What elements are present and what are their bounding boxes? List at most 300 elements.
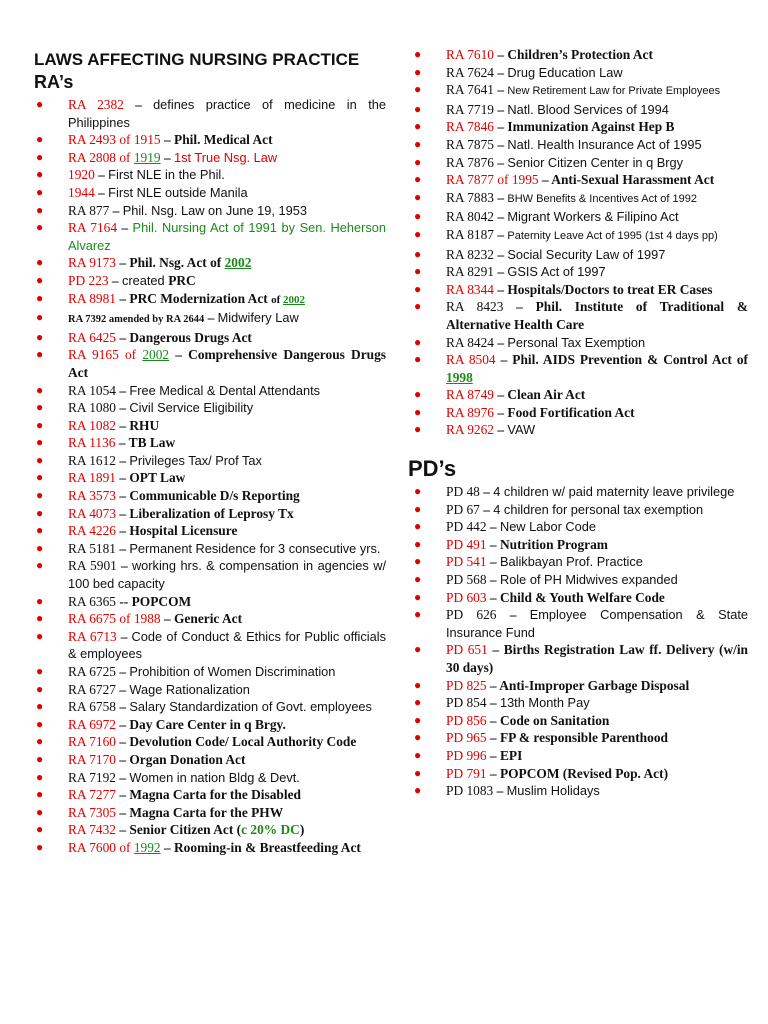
law-year: 2002 bbox=[283, 293, 306, 306]
law-description: Phil. Medical Act bbox=[174, 132, 273, 148]
law-item bbox=[34, 733, 386, 751]
bullet-icon: ● bbox=[36, 611, 44, 626]
law-code: PD 1083 bbox=[446, 783, 494, 799]
separator: – bbox=[116, 255, 130, 271]
bullet-icon: ● bbox=[36, 310, 44, 325]
law-description: FP & responsible Parenthood bbox=[499, 730, 668, 746]
law-item bbox=[412, 589, 748, 607]
law-code: RA 7610 bbox=[446, 47, 494, 62]
law-item bbox=[412, 536, 748, 554]
law-code: RA 2493 of 1915 bbox=[68, 132, 161, 148]
law-description: New Retirement Law for Private Employees bbox=[507, 85, 721, 98]
bullet-icon: ● bbox=[36, 272, 44, 287]
law-item bbox=[412, 64, 748, 82]
separator: – bbox=[204, 310, 218, 326]
separator: – bbox=[486, 730, 500, 746]
law-item bbox=[34, 786, 386, 804]
bullet-icon: ● bbox=[36, 184, 44, 199]
law-description: VAW bbox=[507, 422, 536, 438]
law-description: Comprehensive Dangerous Drugs Act bbox=[68, 347, 386, 380]
law-code: RA 7600 of bbox=[68, 839, 134, 855]
pd-list bbox=[412, 483, 748, 800]
law-code: PD 996 bbox=[446, 747, 487, 763]
law-item bbox=[412, 136, 748, 154]
law-description: Employee Compensation & State Insurance Fund bbox=[446, 607, 748, 640]
separator: – bbox=[116, 787, 130, 803]
law-description: Phil. Institute of Traditional & Alternative Health Care bbox=[446, 299, 748, 332]
separator: – bbox=[486, 571, 500, 587]
separator: – bbox=[493, 783, 507, 799]
separator: – bbox=[494, 387, 508, 403]
law-description: Phil. Nsg. Act of bbox=[129, 255, 225, 271]
law-code: PD 965 bbox=[446, 730, 487, 746]
bullet-icon: ● bbox=[414, 189, 422, 204]
ra-list bbox=[34, 96, 386, 857]
law-description: Nutrition Program bbox=[499, 536, 608, 552]
separator: – bbox=[494, 422, 508, 438]
law-code: 1944 bbox=[68, 184, 95, 200]
bullet-icon: ● bbox=[414, 404, 422, 419]
law-description: Organ Donation Act bbox=[129, 751, 246, 767]
law-code: RA 8232 bbox=[446, 246, 494, 262]
separator: – bbox=[169, 347, 189, 363]
law-description: Balikbayan Prof. Practice bbox=[499, 554, 643, 570]
law-item bbox=[34, 290, 386, 310]
law-description: Magna Carta for the Disabled bbox=[129, 787, 301, 803]
law-code: RA 8423 bbox=[446, 299, 504, 315]
law-item bbox=[412, 483, 748, 501]
separator: – bbox=[116, 540, 130, 556]
separator: – bbox=[116, 417, 130, 433]
law-description: defines practice of medicine in the Philippines bbox=[68, 97, 386, 130]
separator: – bbox=[116, 751, 130, 767]
law-description: BHW Benefits & Incentives Act of 1992 bbox=[507, 192, 697, 205]
law-code: RA 7876 bbox=[446, 154, 494, 170]
law-code: RA 6365 bbox=[68, 593, 116, 609]
law-item bbox=[34, 469, 386, 487]
law-code: RA 5181 bbox=[68, 540, 116, 556]
law-item bbox=[412, 171, 748, 189]
law-description: POPCOM bbox=[131, 593, 192, 609]
document-title: LAWS AFFECTING NURSING PRACTICE bbox=[34, 50, 360, 69]
bullet-icon: ● bbox=[414, 172, 422, 187]
law-item bbox=[34, 382, 386, 400]
law-description: GSIS Act of 1997 bbox=[507, 264, 606, 280]
separator: – bbox=[117, 220, 133, 236]
law-item bbox=[412, 263, 748, 281]
bullet-icon: ● bbox=[414, 536, 422, 551]
separator: – bbox=[486, 712, 500, 728]
law-description: POPCOM (Revised Pop. Act) bbox=[499, 765, 669, 781]
separator: – bbox=[494, 264, 508, 280]
bullet-icon: ● bbox=[414, 299, 422, 314]
law-item bbox=[412, 404, 748, 422]
bullet-icon: ● bbox=[414, 783, 422, 798]
law-description: EPI bbox=[499, 747, 523, 763]
law-item bbox=[412, 606, 748, 641]
law-description: 1st True Nsg. Law bbox=[174, 149, 278, 165]
law-code: RA 6727 bbox=[68, 681, 116, 697]
bullet-icon: ● bbox=[36, 822, 44, 837]
law-code: RA 6713 bbox=[68, 628, 117, 644]
bullet-icon: ● bbox=[414, 501, 422, 516]
law-code: 1920 bbox=[68, 167, 95, 183]
law-item bbox=[34, 131, 386, 149]
separator: – bbox=[116, 681, 130, 697]
law-description-extra: c 20% DC bbox=[241, 822, 300, 838]
law-description: First NLE outside Manila bbox=[108, 184, 248, 200]
bullet-icon: ● bbox=[36, 470, 44, 485]
separator: – bbox=[116, 769, 130, 785]
ra-list-continued bbox=[412, 46, 748, 439]
law-description: Hospitals/Doctors to treat ER Cases bbox=[507, 281, 713, 297]
separator: – bbox=[116, 382, 130, 398]
law-code: PD 856 bbox=[446, 712, 487, 728]
law-code: PD 568 bbox=[446, 571, 487, 587]
law-item bbox=[34, 839, 386, 857]
bullet-icon: ● bbox=[36, 505, 44, 520]
law-item bbox=[412, 782, 748, 800]
law-description: Generic Act bbox=[174, 611, 243, 627]
law-code: RA 8042 bbox=[446, 209, 494, 225]
bullet-icon: ● bbox=[414, 101, 422, 116]
separator: – bbox=[494, 334, 508, 350]
law-item bbox=[412, 729, 748, 747]
law-description: Anti-Improper Garbage Disposal bbox=[499, 677, 690, 693]
law-item bbox=[412, 281, 748, 299]
law-code: RA 8504 bbox=[446, 352, 496, 368]
law-code: RA 3573 bbox=[68, 488, 116, 504]
bullet-icon: ● bbox=[414, 422, 422, 437]
separator: – bbox=[494, 404, 508, 420]
law-description: Phil. Nursing Act of 1991 bbox=[132, 220, 277, 236]
bullet-icon: ● bbox=[414, 589, 422, 604]
law-description: Rooming-in & Breastfeeding Act bbox=[174, 839, 361, 855]
law-item bbox=[34, 346, 386, 381]
bullet-icon: ● bbox=[36, 220, 44, 235]
bullet-icon: ● bbox=[36, 716, 44, 731]
bullet-icon: ● bbox=[36, 435, 44, 450]
law-item bbox=[412, 46, 748, 64]
bullet-icon: ● bbox=[36, 593, 44, 608]
law-description: 4 children for personal tax exemption bbox=[493, 501, 704, 517]
bullet-icon: ● bbox=[414, 136, 422, 151]
law-code: RA 7164 bbox=[68, 220, 118, 236]
separator: – bbox=[115, 435, 129, 451]
law-item bbox=[34, 663, 386, 681]
law-code: RA 8344 bbox=[446, 281, 494, 297]
law-code: RA 1136 bbox=[68, 435, 116, 451]
bullet-icon: ● bbox=[36, 149, 44, 164]
separator: – bbox=[494, 101, 508, 117]
separator: – bbox=[496, 607, 530, 623]
law-sponsor: by Sen. Heherson Alvarez bbox=[68, 220, 386, 253]
law-year: 1998 bbox=[446, 369, 473, 385]
bullet-icon: ● bbox=[36, 417, 44, 432]
law-code: RA 7877 of 1995 bbox=[446, 172, 539, 188]
law-description: Permanent Residence for 3 consecutive yrs. bbox=[129, 540, 381, 556]
law-item bbox=[412, 501, 748, 519]
law-item bbox=[412, 386, 748, 404]
law-code: RA 6972 bbox=[68, 716, 116, 732]
law-code: RA 4226 bbox=[68, 523, 116, 539]
law-code: PD 442 bbox=[446, 519, 487, 535]
law-code: RA 8187 bbox=[446, 226, 494, 242]
law-item bbox=[34, 522, 386, 540]
law-code: RA 9262 bbox=[446, 422, 494, 438]
law-description-close: ) bbox=[299, 822, 305, 838]
separator: – bbox=[116, 329, 130, 345]
bullet-icon: ● bbox=[414, 352, 422, 367]
law-description-extra: PRC bbox=[168, 272, 196, 288]
separator: – bbox=[116, 452, 130, 468]
separator: – bbox=[160, 149, 175, 165]
bullet-icon: ● bbox=[36, 734, 44, 749]
law-item bbox=[34, 452, 386, 470]
separator: – bbox=[116, 523, 130, 539]
law-description: Immunization Against Hep B bbox=[507, 119, 675, 135]
law-description: Women in nation Bldg & Devt. bbox=[129, 769, 300, 785]
separator: – bbox=[494, 154, 508, 170]
law-description: Migrant Workers & Filipino Act bbox=[507, 209, 679, 225]
separator: – bbox=[116, 488, 130, 504]
bullet-icon: ● bbox=[414, 387, 422, 402]
bullet-icon: ● bbox=[36, 787, 44, 802]
bullet-icon: ● bbox=[36, 452, 44, 467]
law-code: PD 48 bbox=[446, 484, 480, 499]
law-item bbox=[34, 751, 386, 769]
law-description: Drug Education Law bbox=[507, 64, 623, 80]
law-code: PD 491 bbox=[446, 536, 487, 552]
separator: – bbox=[116, 470, 130, 486]
separator: – bbox=[160, 132, 175, 148]
law-description: RHU bbox=[129, 417, 160, 433]
law-code: RA 1082 bbox=[68, 417, 116, 433]
law-code: RA 6758 bbox=[68, 699, 116, 715]
separator: – bbox=[494, 119, 508, 135]
bullet-icon: ● bbox=[36, 382, 44, 397]
law-item bbox=[34, 202, 386, 220]
law-code: RA 1891 bbox=[68, 470, 116, 486]
separator: – bbox=[116, 804, 130, 820]
law-code: RA 7192 bbox=[68, 769, 116, 785]
law-code: RA 7392 amended by RA 2644 bbox=[68, 314, 205, 326]
law-description: PRC Modernization Act bbox=[129, 290, 272, 306]
law-code: PD 541 bbox=[446, 554, 487, 570]
bullet-icon: ● bbox=[414, 607, 422, 622]
law-code: PD 791 bbox=[446, 765, 487, 781]
separator: – bbox=[94, 184, 109, 200]
law-description: Personal Tax Exemption bbox=[507, 334, 646, 350]
law-code: RA 7305 bbox=[68, 804, 116, 820]
law-item bbox=[34, 593, 386, 611]
bullet-icon: ● bbox=[36, 804, 44, 819]
bullet-icon: ● bbox=[36, 400, 44, 415]
law-item bbox=[412, 118, 748, 136]
separator: – bbox=[116, 664, 130, 679]
law-code: RA 6425 bbox=[68, 329, 116, 345]
law-code: RA 7875 bbox=[446, 136, 494, 152]
law-code: PD 67 bbox=[446, 501, 480, 517]
bullet-icon: ● bbox=[36, 664, 44, 678]
law-code: RA 7624 bbox=[446, 64, 494, 80]
bullet-icon: ● bbox=[414, 712, 422, 727]
law-item bbox=[34, 698, 386, 716]
law-item bbox=[34, 610, 386, 628]
bullet-icon: ● bbox=[414, 571, 422, 586]
bullet-icon: ● bbox=[36, 699, 44, 714]
separator: – bbox=[116, 822, 130, 838]
bullet-icon: ● bbox=[414, 82, 422, 97]
law-code: RA 2382 bbox=[68, 97, 124, 112]
law-item bbox=[34, 329, 386, 347]
law-item bbox=[412, 101, 748, 119]
law-item bbox=[34, 219, 386, 254]
separator: – bbox=[487, 642, 504, 658]
law-year: 2002 bbox=[224, 255, 252, 271]
separator: – bbox=[116, 400, 130, 416]
separator: – bbox=[486, 536, 500, 552]
bullet-icon: ● bbox=[36, 488, 44, 503]
separator: – bbox=[503, 299, 536, 315]
law-item bbox=[412, 694, 748, 712]
law-code: PD 651 bbox=[446, 642, 488, 658]
separator: – bbox=[486, 519, 500, 535]
law-description: created bbox=[121, 272, 169, 288]
separator: – bbox=[494, 136, 508, 152]
law-description: Wage Rationalization bbox=[129, 681, 250, 697]
law-code: RA 7883 bbox=[446, 189, 494, 205]
separator: – bbox=[494, 82, 508, 98]
separator: – bbox=[486, 747, 500, 763]
law-code: RA 4073 bbox=[68, 505, 116, 521]
law-description: Anti-Sexual Harassment Act bbox=[551, 172, 715, 188]
bullet-icon: ● bbox=[414, 554, 422, 569]
bullet-icon: ● bbox=[36, 97, 44, 111]
law-description: Communicable D/s Reporting bbox=[129, 488, 300, 504]
law-description: Hospital Licensure bbox=[129, 523, 238, 539]
law-description: New Labor Code bbox=[499, 519, 596, 535]
separator: – bbox=[494, 281, 508, 297]
law-code: RA 9165 of bbox=[68, 347, 143, 363]
law-code: RA 8981 bbox=[68, 290, 116, 306]
separator: – bbox=[486, 589, 500, 605]
bullet-icon: ● bbox=[36, 681, 44, 696]
bullet-icon: ● bbox=[36, 290, 44, 305]
law-code: PD 854 bbox=[446, 695, 487, 711]
separator: – bbox=[494, 209, 508, 225]
law-description: Salary Standardization of Govt. employees bbox=[129, 699, 372, 715]
bullet-icon: ● bbox=[414, 642, 422, 657]
law-item bbox=[34, 821, 386, 839]
law-description: Phil. Nsg. Law on June 19, 1953 bbox=[122, 202, 307, 218]
bullet-icon: ● bbox=[36, 167, 44, 182]
law-code: RA 9173 bbox=[68, 255, 116, 271]
law-code: RA 7719 bbox=[446, 101, 494, 117]
bullet-icon: ● bbox=[414, 119, 422, 134]
law-description: Births Registration Law ff. Delivery (w/in 30 days) bbox=[446, 642, 749, 675]
bullet-icon: ● bbox=[414, 677, 422, 692]
law-description: Code on Sanitation bbox=[499, 712, 610, 728]
law-item bbox=[412, 226, 748, 246]
law-code: RA 1080 bbox=[68, 400, 116, 416]
law-item bbox=[412, 553, 748, 571]
law-item bbox=[412, 641, 748, 676]
bullet-icon: ● bbox=[414, 730, 422, 745]
separator: – bbox=[123, 97, 154, 112]
separator: – bbox=[486, 554, 500, 570]
law-item bbox=[412, 747, 748, 765]
law-description: Senior Citizen Center in q Brgy bbox=[507, 154, 684, 170]
law-item bbox=[34, 254, 386, 272]
law-code: PD 223 bbox=[68, 272, 109, 288]
law-code: RA 7846 bbox=[446, 119, 494, 135]
law-item bbox=[412, 677, 748, 695]
separator: – bbox=[116, 734, 130, 750]
law-item bbox=[34, 434, 386, 452]
separator: – bbox=[494, 246, 508, 262]
law-code: RA 5901 bbox=[68, 558, 117, 574]
law-item bbox=[34, 417, 386, 435]
law-code: RA 8976 bbox=[446, 404, 494, 420]
law-description: OPT Law bbox=[129, 470, 186, 486]
separator: – bbox=[479, 501, 494, 517]
law-description: Prohibition of Women Discrimination bbox=[129, 664, 336, 679]
bullet-icon: ● bbox=[414, 154, 422, 169]
separator: – bbox=[116, 628, 132, 644]
separator: -- bbox=[116, 593, 132, 609]
separator: – bbox=[494, 64, 508, 80]
law-description: TB Law bbox=[128, 435, 176, 451]
law-code: RA 877 bbox=[68, 202, 110, 218]
law-item bbox=[412, 189, 748, 209]
bullet-icon: ● bbox=[36, 540, 44, 555]
law-description: Dangerous Drugs Act bbox=[129, 329, 252, 345]
law-code: RA 8749 bbox=[446, 387, 494, 403]
separator: – bbox=[486, 695, 500, 711]
ra-heading: RA’s bbox=[34, 72, 74, 92]
law-item bbox=[412, 571, 748, 589]
law-description: Senior Citizen Act ( bbox=[129, 822, 242, 838]
law-item bbox=[34, 716, 386, 734]
law-item bbox=[412, 351, 748, 386]
bullet-icon: ● bbox=[414, 246, 422, 261]
separator: – bbox=[108, 272, 122, 288]
separator: – bbox=[494, 189, 508, 205]
separator: – bbox=[116, 716, 130, 732]
bullet-icon: ● bbox=[414, 695, 422, 710]
separator: – bbox=[116, 290, 130, 306]
bullet-icon: ● bbox=[414, 747, 422, 762]
bullet-icon: ● bbox=[36, 839, 44, 854]
law-description: working hrs. & compensation in agencies w/ 100 bed capacity bbox=[68, 558, 386, 592]
law-item bbox=[412, 765, 748, 783]
separator: – bbox=[116, 558, 132, 574]
separator: – bbox=[486, 765, 500, 781]
law-item bbox=[34, 149, 386, 167]
bullet-icon: ● bbox=[36, 132, 44, 147]
law-description: 4 children w/ paid maternity leave privilege bbox=[493, 484, 735, 499]
law-item bbox=[412, 334, 748, 352]
law-code: RA 7432 bbox=[68, 822, 116, 838]
bullet-icon: ● bbox=[414, 47, 422, 61]
law-code: RA 8291 bbox=[446, 264, 494, 280]
law-description: Magna Carta for the PHW bbox=[129, 804, 284, 820]
law-description: Civil Service Eligibility bbox=[129, 400, 254, 416]
law-description: Children’s Protection Act bbox=[507, 47, 653, 62]
law-item bbox=[34, 399, 386, 417]
separator: – bbox=[494, 47, 508, 62]
